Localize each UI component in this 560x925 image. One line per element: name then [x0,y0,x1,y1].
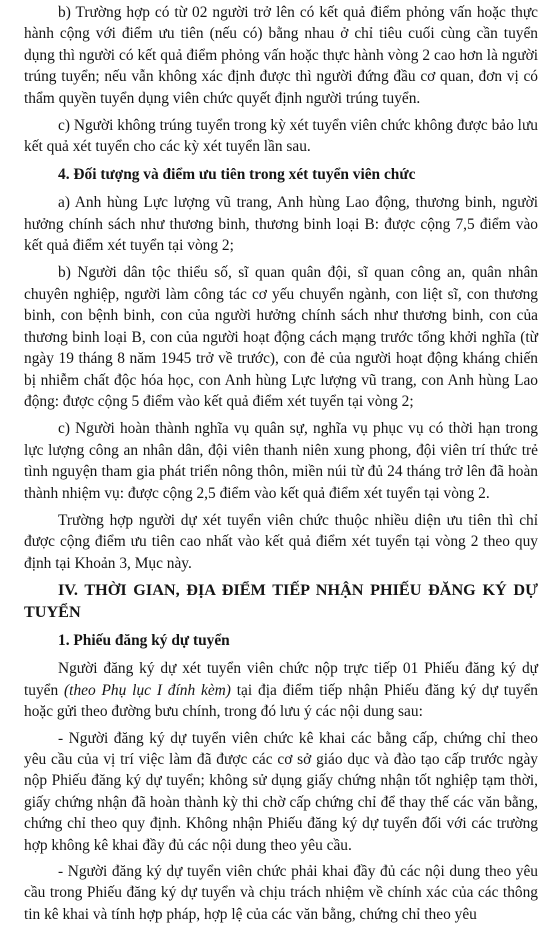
paragraph-priority-a: a) Anh hùng Lực lượng vũ trang, Anh hùng Lao động, thương binh, người hưởng chính sách như thương binh, thương binh loại B: được cộng 7,5 điểm vào kết quả điểm xét tuyển tại vòng 2; [24,194,538,255]
heading-priority-subjects: 4. Đối tượng và điểm ưu tiên trong xét tuyển viên chức [58,165,416,183]
form-intro-text-continued: tại địa điểm tiếp nhận Phiếu đăng ký dự tuyển hoặc gửi theo đường bưu chính, trong đó lưu ý các nội dung sau: [24,681,538,721]
paragraph-priority-b: b) Người dân tộc thiểu số, sĩ quan quân đội, sĩ quan công an, quân nhân chuyên nghiệp, người làm công tác cơ yếu chuyển ngành, con liệt sĩ, con thương binh, con bệnh binh, con của người hưởng chính sách như thương binh, con của thương binh loại B, con của người hoạt động cách mạng trước tổng khởi nghĩa (từ ngày 19 tháng 8 năm 1945 trở về trước), con đẻ của người hoạt động kháng chiến bị nhiễm chất độc hóa học, con Anh hùng Lực lượng vũ trang, con Anh hùng Lao động: được cộng 5 điểm vào kết quả điểm xét tuyển tại vòng 2; [24,264,538,410]
paragraph-form-intro [24,658,538,722]
paragraph-note-declaration: - Người đăng ký dự tuyển viên chức phải khai đầy đủ các nội dung theo yêu cầu trong Phiếu đăng ký dự tuyển và chịu trách nhiệm về chính xác của các thông tin kê khai và tính hợp pháp, hợp lệ của các văn bằng, chứng chỉ theo yêu [24,863,538,923]
heading-registration-form: 1. Phiếu đăng ký dự tuyển [58,631,230,649]
form-intro-appendix-reference: (theo Phụ lục I đính kèm) [64,681,231,699]
paragraph-priority-c: c) Người hoàn thành nghĩa vụ quân sự, nghĩa vụ phục vụ có thời hạn trong lực lượng công an nhân dân, đội viên thanh niên xung phong, đội viên trí thức trẻ tình nguyện tham gia phát triển nông thôn, miền núi từ đủ 24 tháng trở lên đã hoàn thành nhiệm vụ: được cộng 2,5 điểm vào kết quả điểm xét tuyển tại vòng 2. [24,420,538,502]
paragraph-tie-break-rule: b) Trường hợp có từ 02 người trở lên có kết quả điểm phỏng vấn hoặc thực hành cộng với điểm ưu tiên (nếu có) bằng nhau ở chỉ tiêu cuối cùng cần tuyển dụng thì người có kết quả điểm phỏng vấn hoặc thực hành vòng 2 cao hơn là người trúng tuyển; nếu vẫn không xác định được thì người đứng đầu cơ quan, đơn vị có thẩm quyền tuyển dụng viên chức quyết định người trúng tuyển. [24,4,538,107]
section-heading-iv: IV. THỜI GIAN, ĐỊA ĐIỂM TIẾP NHẬN PHIẾU ĐĂNG KÝ DỰ TUYỂN [24,581,538,621]
paragraph-note-certificates: - Người đăng ký dự tuyển viên chức kê khai các bằng cấp, chứng chỉ theo yêu cầu của vị trí việc làm đã được các cơ sở giáo dục và đào tạo cấp trước ngày nộp Phiếu đăng ký dự tuyển; không sử dụng giấy chứng nhận tốt nghiệp tạm thời, giấy chứng nhận đã hoàn thành kỳ thi chờ cấp chứng chỉ để thay thế các văn bằng, chứng chỉ theo quy định. Không nhận Phiếu đăng ký dự tuyển đối với các trường hợp không kê khai đầy đủ các nội dung theo yêu cầu. [24,729,538,854]
paragraph-multiple-priorities: Trường hợp người dự xét tuyển viên chức thuộc nhiều diện ưu tiên thì chỉ được cộng điểm ưu tiên cao nhất vào kết quả điểm xét tuyển tại vòng 2 theo quy định tại Khoản 3, Mục này. [24,511,538,572]
paragraph-no-carryover-rule: c) Người không trúng tuyển trong kỳ xét tuyển viên chức không được bảo lưu kết quả xét tuyển cho các kỳ xét tuyển lần sau. [24,117,538,156]
form-intro-text: Người đăng ký dự xét tuyển viên chức nộp trực tiếp 01 Phiếu đăng ký dự tuyển [24,660,538,699]
